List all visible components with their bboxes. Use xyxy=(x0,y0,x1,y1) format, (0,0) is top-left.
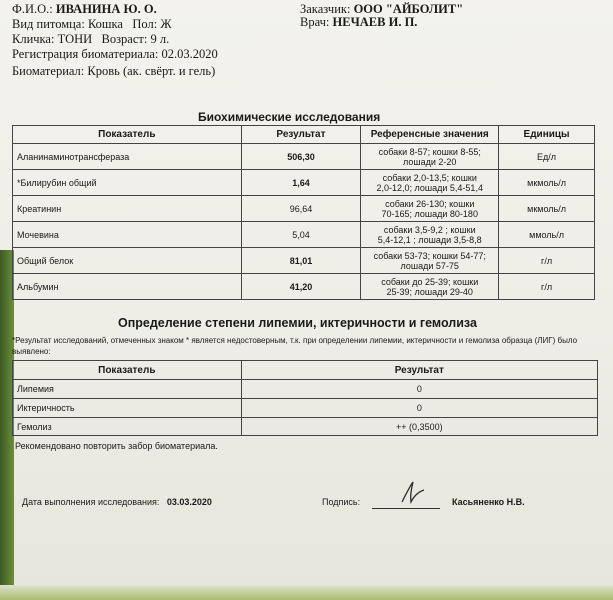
reference-line: 5,4-12,1 ; лошади 3,5-8,8 xyxy=(377,234,482,245)
signer-name: Касьяненко Н.В. xyxy=(452,497,525,507)
table-row xyxy=(13,170,595,196)
reference-line: 2,0-12,0; лошади 5,4-51,4 xyxy=(376,182,483,193)
col-header-reference: Референсные значения xyxy=(361,126,499,144)
signature-label: Подпись: xyxy=(322,497,361,507)
biomaterial-line xyxy=(12,64,215,79)
result-value: ++ (0,3500) xyxy=(241,418,597,436)
reference-values xyxy=(361,144,499,170)
table-row xyxy=(13,144,595,170)
indicator-name: Креатинин xyxy=(13,196,242,222)
col-header-indicator: Показатель xyxy=(13,126,242,144)
reference-line: лошади 2-20 xyxy=(403,156,457,167)
indicator-name: Альбумин xyxy=(13,274,242,300)
fio-label: Ф.И.О.: xyxy=(12,2,53,16)
doctor-line xyxy=(300,15,417,30)
result-value: 81,01 xyxy=(241,248,361,274)
handwritten-signature xyxy=(398,478,428,508)
result-value: 1,64 xyxy=(241,170,361,196)
col-header-indicator: Показатель xyxy=(13,361,242,380)
result-value: 0 xyxy=(241,399,597,418)
signature-line xyxy=(372,508,440,509)
table-row xyxy=(13,196,595,222)
reference-line: собаки 2,0-13,5; кошки xyxy=(382,172,477,183)
result-value: 41,20 xyxy=(241,274,361,300)
execution-date-value: 03.03.2020 xyxy=(166,497,212,507)
result-value: 506,30 xyxy=(241,144,361,170)
lipemia-note: *Результат исследований, отмеченных знаком * является недостоверным, т.к. при определении липемии, иктеричности и гемолиза образца (ЛИГ) было выявлено: xyxy=(12,336,578,356)
biochem-table xyxy=(12,125,595,300)
registration-line xyxy=(12,47,218,62)
indicator-name: *Билирубин общий xyxy=(13,170,242,196)
biomaterial-value: Кровь (ак. свёрт. и гель) xyxy=(87,64,216,78)
unit-value: мкмоль/л xyxy=(499,170,595,196)
lipemia-table xyxy=(12,360,598,436)
age-label: Возраст: xyxy=(101,32,148,46)
recommendation-text: Рекомендовано повторить забор биоматериала. xyxy=(15,441,218,451)
indicator-name: Гемолиз xyxy=(13,418,242,436)
reference-line: собаки 3,5-9,2 ; кошки xyxy=(383,224,476,235)
indicator-name: Иктеричность xyxy=(13,399,242,418)
reference-line: собаки 53-73; кошки 54-77; xyxy=(373,250,486,261)
reference-line: собаки 8-57; кошки 8-55; xyxy=(378,146,481,157)
pet-type-label: Вид питомца: xyxy=(12,17,85,31)
background-edge xyxy=(0,585,613,600)
customer-label: Заказчик: xyxy=(300,2,351,16)
lipemia-title: Определение степени липемии, иктеричности и гемолиза xyxy=(118,316,477,330)
reference-line: собаки до 25-39; кошки xyxy=(381,276,479,287)
biochem-title: Биохимические исследования xyxy=(198,110,381,124)
owner-line xyxy=(12,2,157,17)
doctor-label: Врач: xyxy=(300,15,330,29)
registration-value: 02.03.2020 xyxy=(161,47,218,61)
reference-line: 25-39; лошади 29-40 xyxy=(386,286,473,297)
pet-type-value: Кошка xyxy=(87,17,123,31)
reference-values xyxy=(361,248,499,274)
biochem-header-row xyxy=(13,126,595,144)
col-header-result: Результат xyxy=(241,126,361,144)
fio-value: ИВАНИНА Ю. О. xyxy=(55,2,157,16)
nickname-value: ТОНИ xyxy=(57,32,93,46)
customer-value: ООО "АЙБОЛИТ" xyxy=(353,2,464,16)
nickname-line xyxy=(12,32,169,47)
reference-values xyxy=(361,222,499,248)
result-value: 5,04 xyxy=(241,222,361,248)
indicator-name: Общий белок xyxy=(13,248,242,274)
col-header-result: Результат xyxy=(241,361,597,380)
table-row xyxy=(13,222,595,248)
result-value: 0 xyxy=(241,380,597,399)
sex-label: Пол: xyxy=(132,17,158,31)
execution-date-label: Дата выполнения исследования: xyxy=(22,497,160,507)
table-row xyxy=(13,380,598,399)
registration-label: Регистрация биоматериала: xyxy=(12,47,159,61)
indicator-name: Аланинаминотрансфераза xyxy=(13,144,242,170)
lipemia-header-row xyxy=(13,361,598,380)
table-row xyxy=(13,418,598,436)
result-value: 96,64 xyxy=(241,196,361,222)
reference-values xyxy=(361,274,499,300)
reference-line: 70-165; лошади 80-180 xyxy=(381,208,478,219)
table-row xyxy=(13,248,595,274)
reference-line: собаки 26-130; кошки xyxy=(385,198,475,209)
indicator-name: Липемия xyxy=(13,380,242,399)
unit-value: г/л xyxy=(499,248,595,274)
pet-type-line xyxy=(12,17,172,32)
unit-value: мкмоль/л xyxy=(499,196,595,222)
doctor-value: НЕЧАЕВ И. П. xyxy=(332,15,418,29)
nickname-label: Кличка: xyxy=(12,32,55,46)
reference-line: лошади 57-75 xyxy=(400,260,459,271)
table-row xyxy=(13,399,598,418)
unit-value: г/л xyxy=(499,274,595,300)
age-value: 9 л. xyxy=(150,32,170,46)
biomaterial-label: Биоматериал: xyxy=(12,64,85,78)
unit-value: Ед/л xyxy=(499,144,595,170)
indicator-name: Мочевина xyxy=(13,222,242,248)
sex-value: Ж xyxy=(160,17,172,31)
col-header-units: Единицы xyxy=(499,126,595,144)
table-row xyxy=(13,274,595,300)
execution-date-line xyxy=(22,497,212,507)
reference-values xyxy=(361,196,499,222)
reference-values xyxy=(361,170,499,196)
unit-value: ммоль/л xyxy=(499,222,595,248)
